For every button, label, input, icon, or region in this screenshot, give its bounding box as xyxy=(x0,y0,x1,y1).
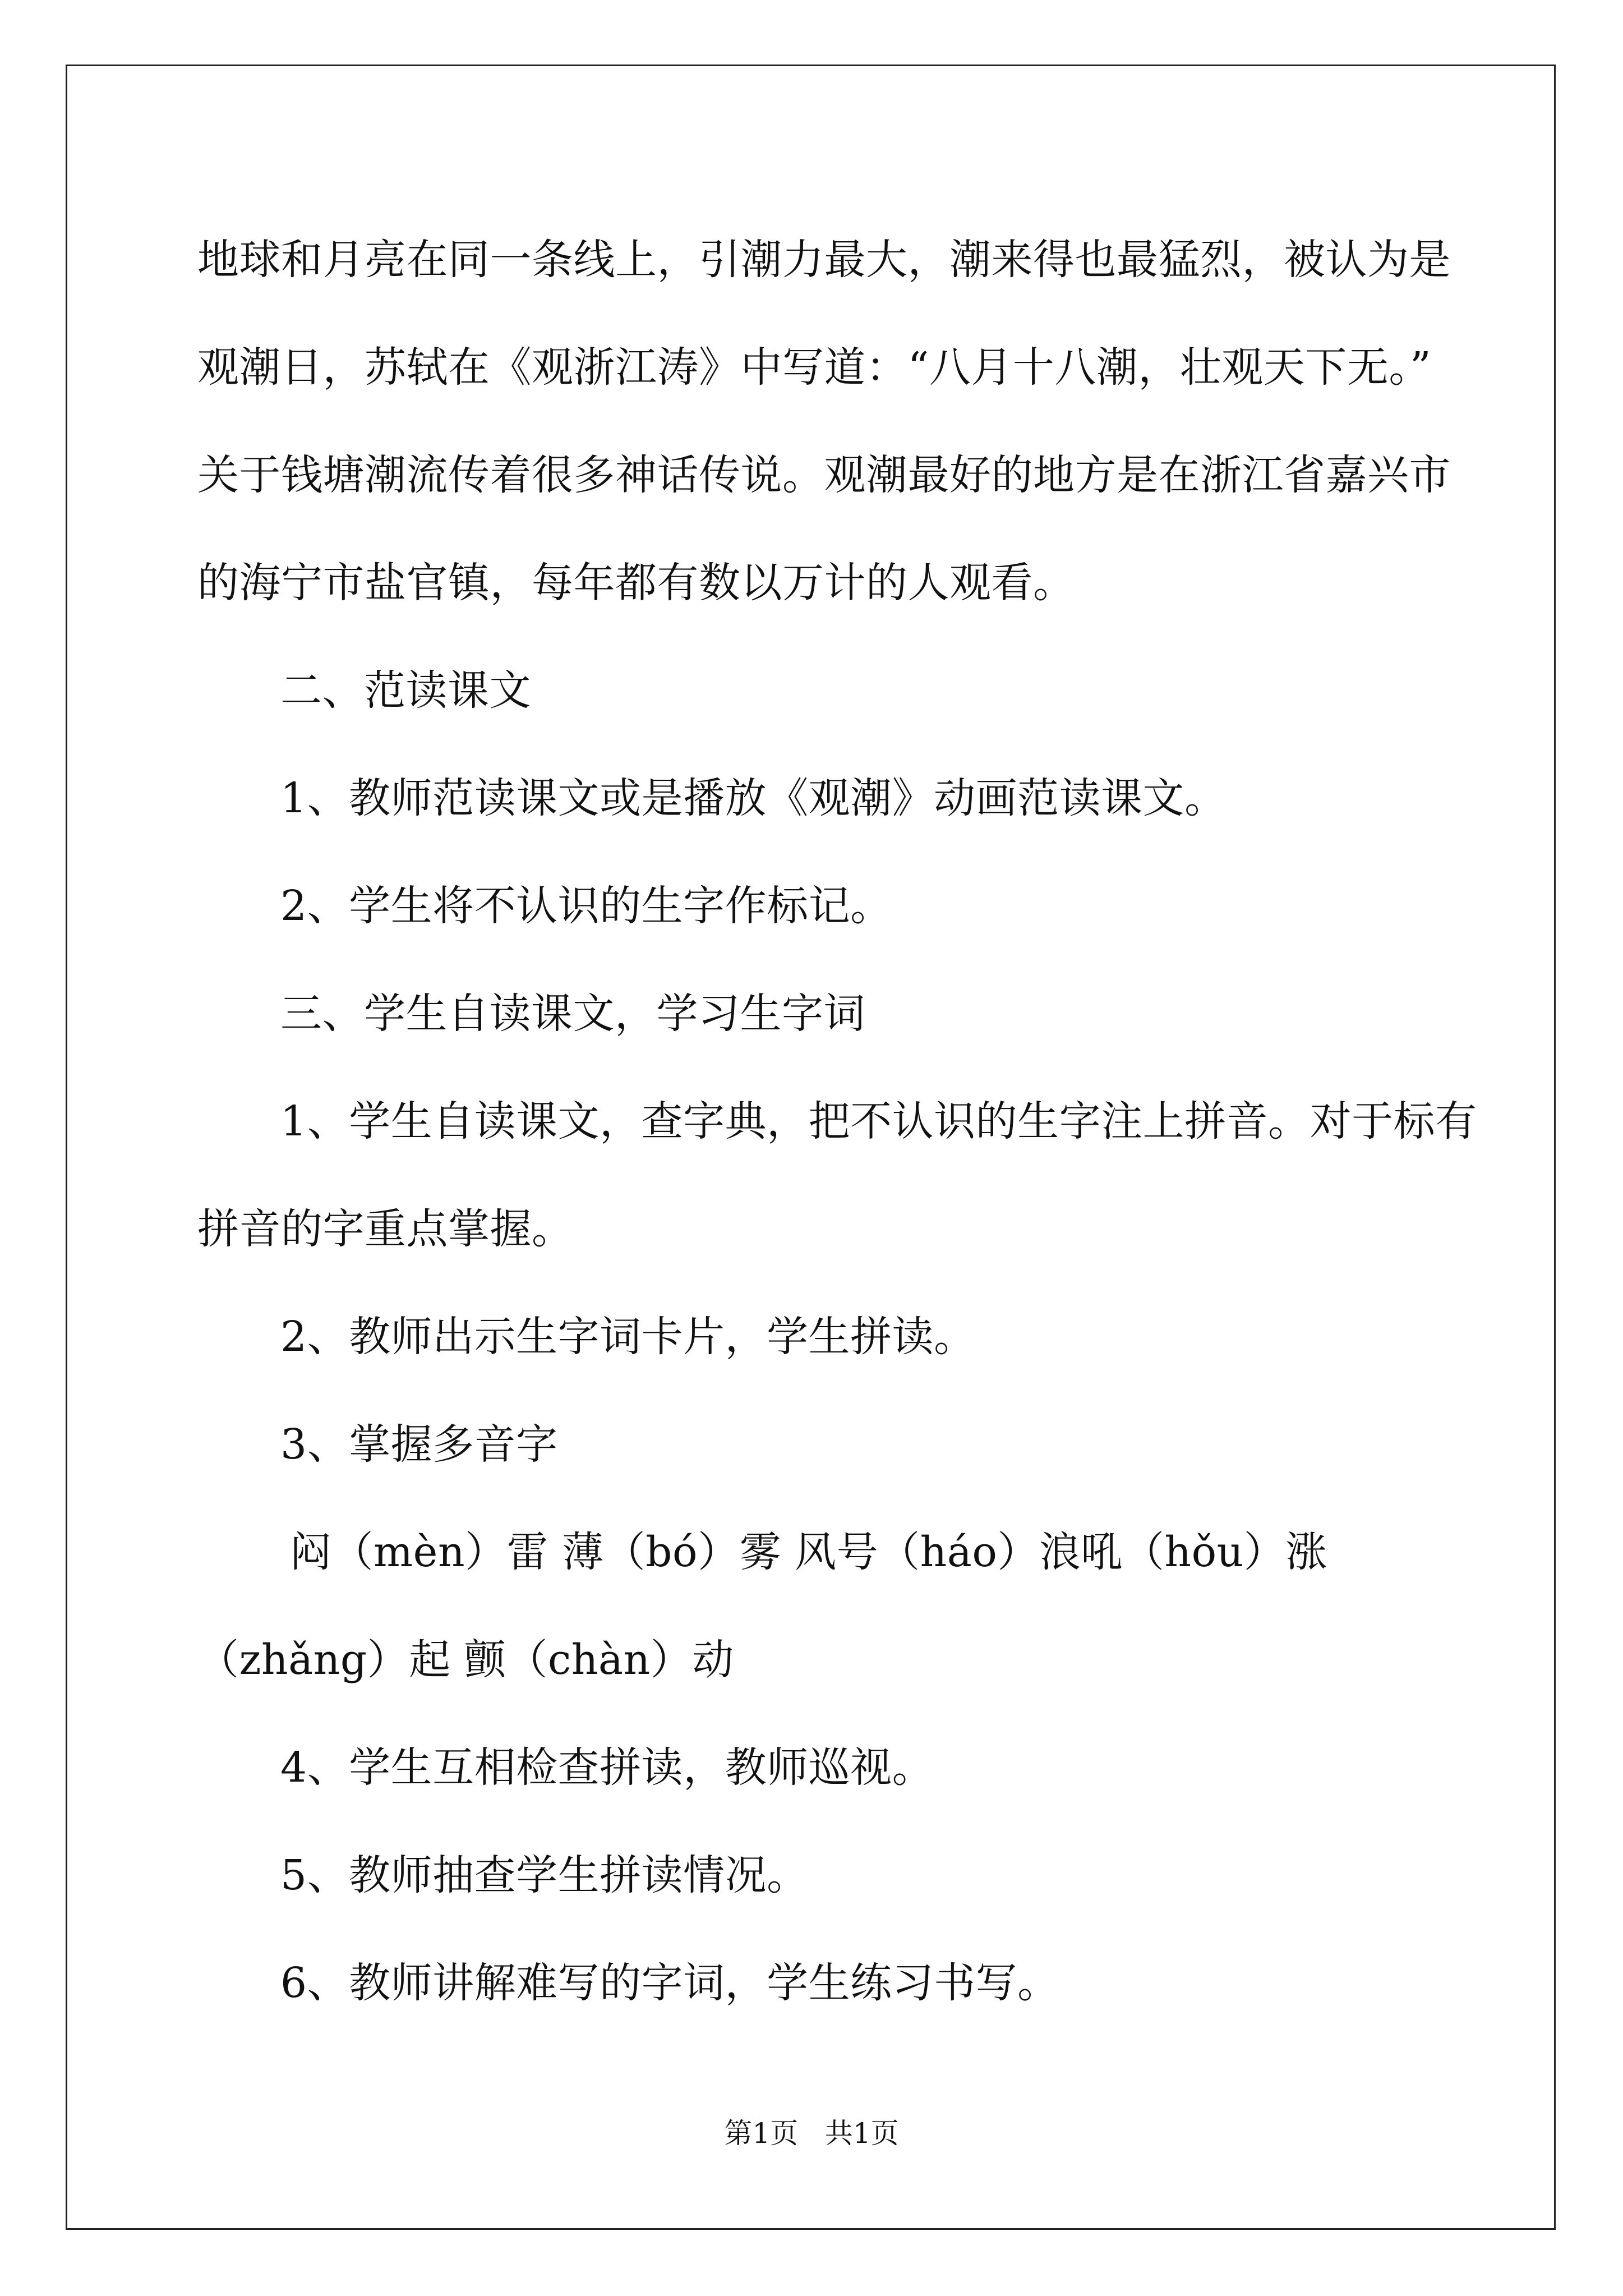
list-item: 4、学生互相检查拼读，教师巡视。 xyxy=(280,1743,934,1792)
paragraph-line: 拼音的字重点掌握。 xyxy=(197,1205,574,1253)
list-item: 2、教师出示生字词卡片，学生拼读。 xyxy=(280,1313,976,1361)
section-heading: 三、学生自读课文，学习生字词 xyxy=(280,990,865,1038)
paragraph-line: 的海宁市盐官镇，每年都有数以万计的人观看。 xyxy=(197,559,1075,607)
document-body xyxy=(197,206,1477,2037)
list-item: 1、学生自读课文，查字典，把不认识的生字注上拼音。对于标有 xyxy=(280,1097,1477,1145)
list-item: 1、教师范读课文或是播放《观潮》动画范读课文。 xyxy=(280,774,1227,822)
list-item: 3、掌握多音字 xyxy=(280,1420,558,1469)
list-item: 5、教师抽查学生拼读情况。 xyxy=(280,1851,809,1899)
list-item: 6、教师讲解难写的字词，学生练习书写。 xyxy=(280,1959,1059,2007)
page-number-footer: 第1页 共1页 xyxy=(724,2117,899,2150)
paragraph-line: 观潮日，苏轼在《观浙江涛》中写道：“八月十八潮，壮观天下无。” xyxy=(197,343,1432,392)
pinyin-line: （zhǎng）起 颤（chàn）动 xyxy=(197,1636,734,1684)
paragraph-line: 关于钱塘潮流传着很多神话传说。观潮最好的地方是在浙江省嘉兴市 xyxy=(197,451,1451,499)
list-item: 2、学生将不认识的生字作标记。 xyxy=(280,882,892,930)
paragraph-line: 地球和月亮在同一条线上，引潮力最大，潮来得也最猛烈，被认为是 xyxy=(197,236,1451,284)
pinyin-line: 闷（mèn）雷 薄（bó）雾 风号（háo）浪吼（hǒu）涨 xyxy=(290,1528,1327,1576)
section-heading: 二、范读课文 xyxy=(280,666,531,715)
